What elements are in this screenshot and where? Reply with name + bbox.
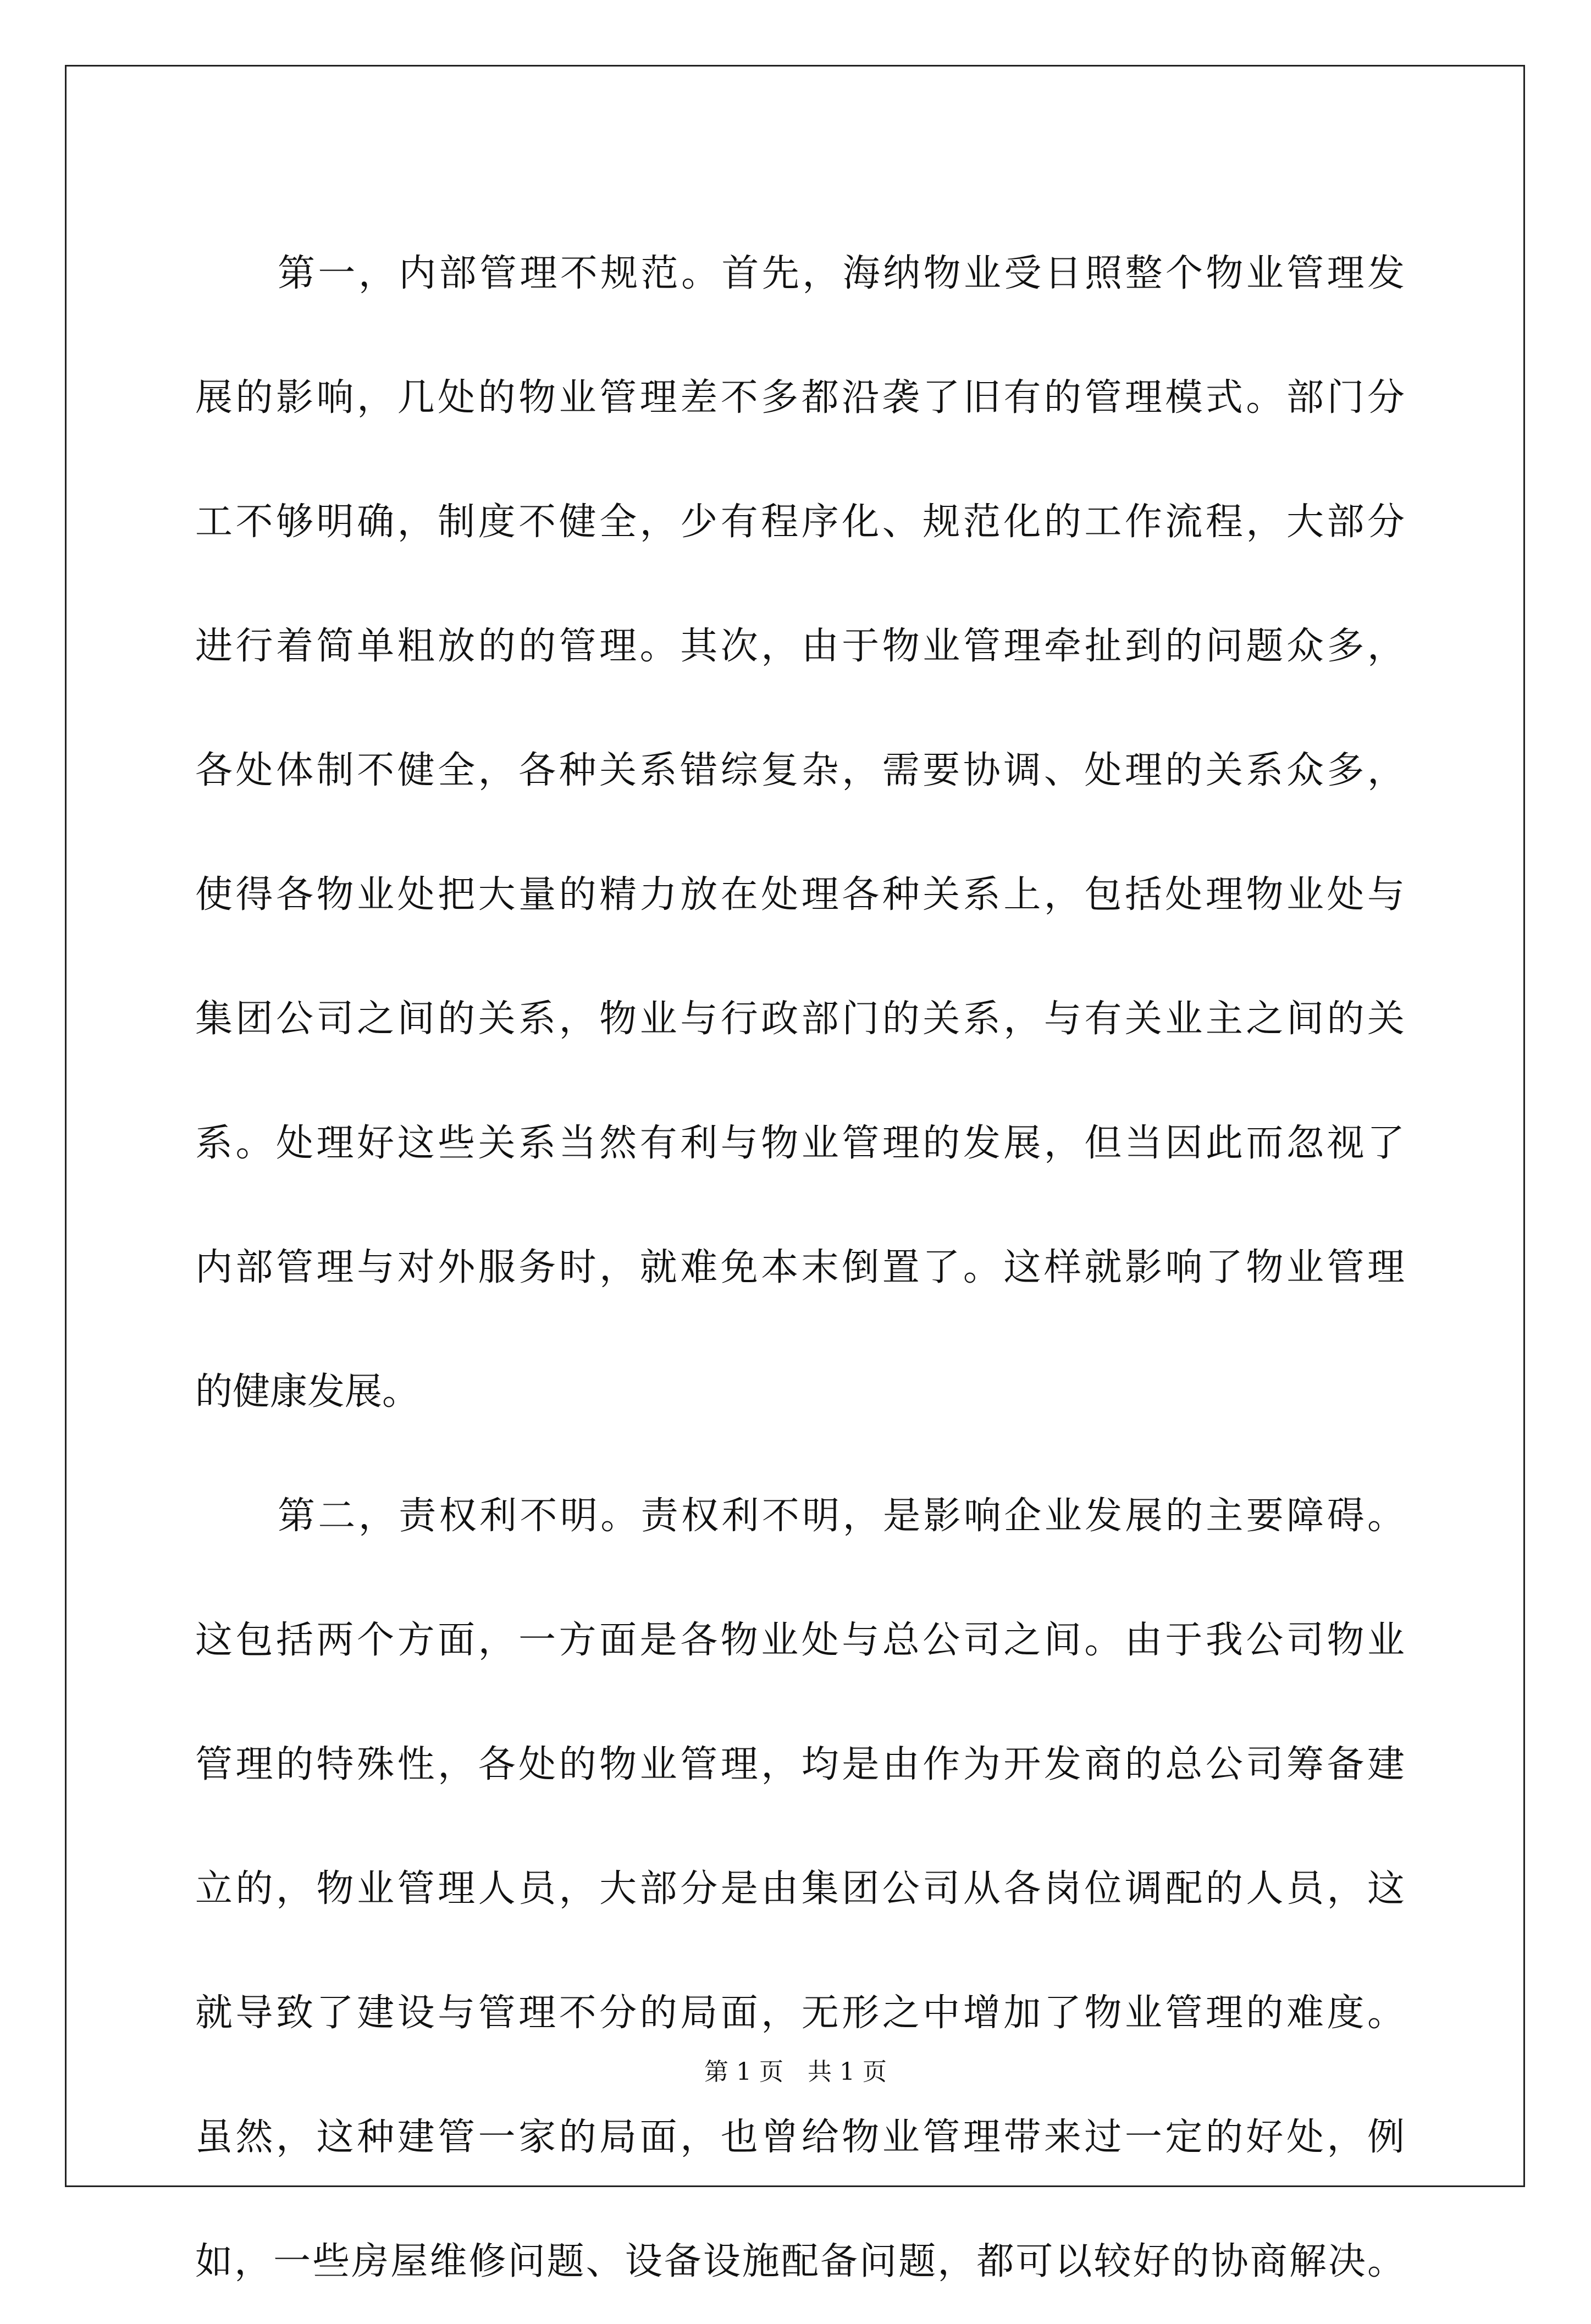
document-body	[195, 212, 1408, 2324]
paragraph-line: 集团公司之间的关系，物业与行政部门的关系，与有关业主之间的关	[195, 997, 1408, 1041]
paragraph-line: 内部管理与对外服务时，就难免本末倒置了。这样就影响了物业管理	[195, 1246, 1408, 1289]
paragraph-line: 的健康发展。	[195, 1370, 420, 1414]
paragraph-line: 展的影响，几处的物业管理差不多都沿袭了旧有的管理模式。部门分	[195, 376, 1408, 419]
paragraph-line: 各处体制不健全，各种关系错综复杂，需要协调、处理的关系众多，	[195, 749, 1408, 792]
paragraph-line: 就导致了建设与管理不分的局面，无形之中增加了物业管理的难度。	[195, 1991, 1408, 2035]
paragraph-line: 工不够明确，制度不健全，少有程序化、规范化的工作流程，大部分	[195, 500, 1408, 544]
paragraph-line: 虽然，这种建管一家的局面，也曾给物业管理带来过一定的好处，例	[195, 2116, 1408, 2159]
paragraph-line: 这包括两个方面，一方面是各物业处与总公司之间。由于我公司物业	[195, 1619, 1408, 1662]
paragraph-line: 进行着简单粗放的的管理。其次，由于物业管理牵扯到的问题众多，	[195, 625, 1408, 668]
paragraph-line: 系。处理好这些关系当然有利与物业管理的发展，但当因此而忽视了	[195, 1122, 1408, 1165]
page-number-label: 第 1 页 共 1 页	[704, 2058, 887, 2086]
paragraph-line: 使得各物业处把大量的精力放在处理各种关系上，包括处理物业处与	[195, 873, 1408, 917]
paragraph-line: 管理的特殊性，各处的物业管理，均是由作为开发商的总公司筹备建	[195, 1743, 1408, 1786]
page-footer	[0, 2052, 1591, 2087]
paragraph-line: 第二，责权利不明。责权利不明，是影响企业发展的主要障碍。	[278, 1494, 1408, 1538]
paragraph-line: 如，一些房屋维修问题、设备设施配备问题，都可以较好的协商解决。	[195, 2240, 1407, 2283]
paragraph-line: 第一，内部管理不规范。首先，海纳物业受日照整个物业管理发	[278, 252, 1408, 295]
paragraph-line: 立的，物业管理人员，大部分是由集团公司从各岗位调配的人员，这	[195, 1867, 1408, 1911]
